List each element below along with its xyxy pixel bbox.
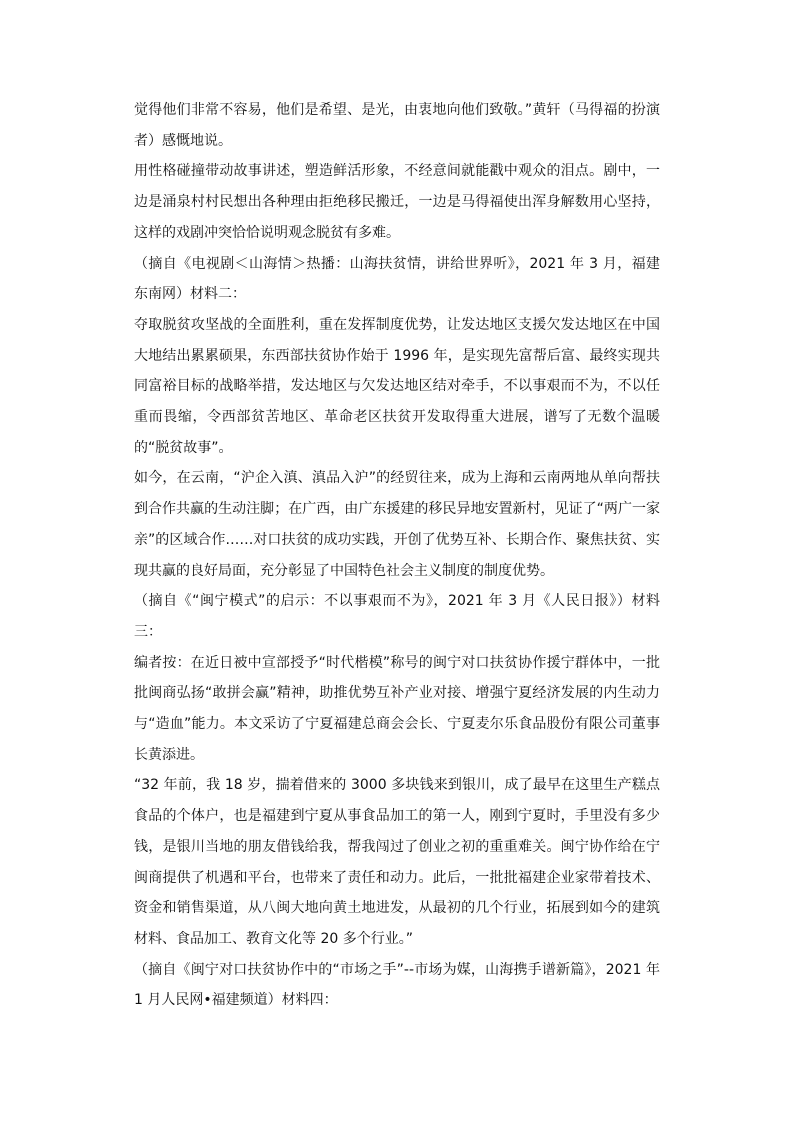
paragraph-drama-conflict: 用性格碰撞带动故事讲述，塑造鲜活形象，不经意间就能戳中观众的泪点。剧中，一边是涌泉村村民想出各种理由拒绝移民搬迁，一边是马得福使出浑身解数用心坚持，这样的戏剧冲突恰恰说明观念脱贫有多难。 — [134, 163, 660, 241]
citation-material-four: （摘自《闽宁对口扶贫协作中的“市场之手”--市场为媒，山海携手谱新篇》，2021 年 1 月人民网•福建频道）材料四： — [134, 961, 660, 1009]
paragraph-yunnan-guangxi: 如今，在云南，“沪企入滇、滇品入沪”的经贸往来，成为上海和云南两地从单向帮扶到合作共赢的生动注脚；在广西，由广东援建的移民异地安置新村，见证了“两广一家亲”的区域合作……对口扶贫的成功实践，开创了优势互补、长期合作、聚焦扶贫、实现共赢的良好局面，充分彰显了中国特色社会主义制度的制度优势。 — [134, 470, 660, 579]
document-page — [134, 95, 660, 1016]
paragraph-interview-quote: “32 年前，我 18 岁，揣着借来的 3000 多块钱来到银川，成了最早在这里生产糕点食品的个体户，也是福建到宁夏从事食品加工的第一人，刚到宁夏时，手里没有多少钱，是银川当地的朋友借钱给我，帮我闯过了创业之初的重重难关。闽宁协作给在宁闽商提供了机遇和平台，也带来了责任和动力。此后，一批批福建企业家带着技术、资金和销售渠道，从八闽大地向黄土地进发，从最初的几个行业，拓展到如今的建筑材料、食品加工、教育文化等 20 多个行业。” — [134, 777, 660, 947]
citation-material-two: （摘自《电视剧＜山海情＞热播：山海扶贫情，讲给世界听》，2021 年 3 月，福建东南网）材料二： — [134, 255, 660, 303]
paragraph-east-west-cooperation: 夺取脱贫攻坚战的全面胜利，重在发挥制度优势，让发达地区支援欠发达地区在中国大地结出累累硕果，东西部扶贫协作始于 1996 年，是实现先富帮后富、最终实现共同富裕目标的战略举措，发达地区与欠发达地区结对牵手，不以事艰而不为，不以任重而畏缩，令西部贫苦地区、革命老区扶贫开发取得重大进展，谱写了无数个温暖的“脱贫故事”。 — [134, 316, 660, 456]
paragraph-editor-note: 编者按：在近日被中宣部授予“时代楷模”称号的闽宁对口扶贫协作援宁群体中，一批批闽商弘扬“敢拼会赢”精神，助推优势互补产业对接、增强宁夏经济发展的内生动力与“造血”能力。本文采访了宁夏福建总商会会长、宁夏麦尔乐食品股份有限公司董事长黄添进。 — [134, 654, 660, 763]
paragraph-continuation: 觉得他们非常不容易，他们是希望、是光，由衷地向他们致敬。”黄轩（马得福的扮演者）感慨地说。 — [134, 102, 660, 149]
citation-material-three: （摘自《“闽宁模式”的启示：不以事艰而不为》，2021 年 3 月《人民日报》）材料三： — [134, 593, 660, 640]
